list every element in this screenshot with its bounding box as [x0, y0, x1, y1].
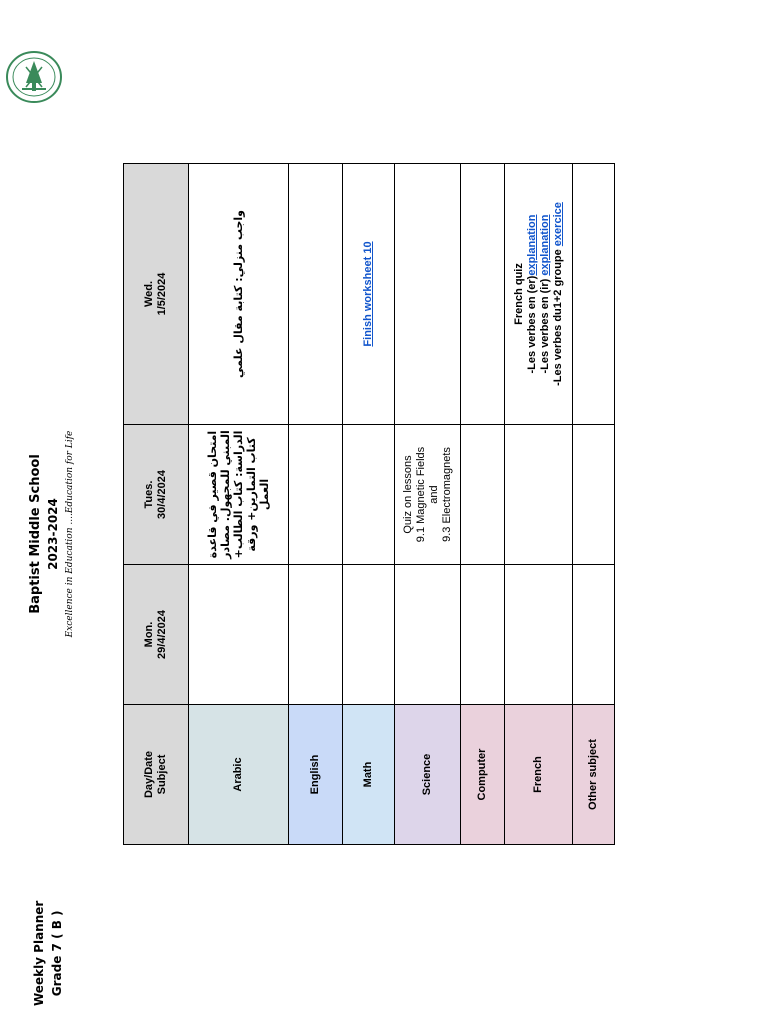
- french-line-ir: [539, 168, 552, 420]
- subject-arabic: Arabic: [189, 705, 289, 845]
- school-name: Baptist Middle School: [28, 454, 43, 614]
- row-math: [343, 164, 395, 845]
- science-quiz-line: 9.1 Magnetic Fields: [414, 446, 427, 543]
- header-row: [124, 164, 189, 845]
- science-quiz-line: and: [427, 485, 440, 504]
- day-date: 1/5/2024: [156, 272, 168, 316]
- cell-arabic-tue: امتحان قصير في قاعدة المبني للمجهول. مصادر الدراسة: كتاب الطالب+ كتاب التمارين+ ورقة العمل: [189, 425, 289, 565]
- finish-worksheet-link[interactable]: Finish worksheet 10: [362, 241, 374, 347]
- french-line-text: -Les verbes en (er): [525, 275, 538, 374]
- subject-english: English: [289, 705, 343, 845]
- cell-arabic-mon: [189, 565, 289, 705]
- school-header: [28, 384, 75, 684]
- cell-science-mon: [395, 565, 461, 705]
- subject-computer: Computer: [461, 705, 505, 845]
- row-french: [505, 164, 573, 845]
- corner-header: [124, 705, 189, 845]
- science-quiz-line: 9.3 Electromagnets: [440, 447, 453, 542]
- row-science: [395, 164, 461, 845]
- row-other: [573, 164, 615, 845]
- cell-english-mon: [289, 565, 343, 705]
- cell-other-mon: [573, 565, 615, 705]
- cell-computer-wed: [461, 164, 505, 425]
- cell-french-tue: [505, 425, 573, 565]
- planner-title-block: [30, 901, 66, 1006]
- corner-line2: Subject: [156, 754, 168, 795]
- cell-arabic-wed: واجب منزلي: كتابة مقال علمي: [189, 164, 289, 425]
- cell-math-tue: [343, 425, 395, 565]
- row-computer: [461, 164, 505, 845]
- school-motto: Excellence in Education ....Education for Life: [65, 430, 75, 638]
- french-line-groupe: [552, 168, 565, 420]
- cell-computer-mon: [461, 565, 505, 705]
- day-name: Mon.: [143, 621, 155, 648]
- day-date: 29/4/2024: [156, 610, 168, 659]
- cell-other-wed: [573, 164, 615, 425]
- cell-other-tue: [573, 425, 615, 565]
- day-header-wed: [124, 164, 189, 425]
- row-english: [289, 164, 343, 845]
- school-year: 2023-2024: [46, 498, 60, 570]
- explanation-er-link[interactable]: explanation: [525, 214, 538, 276]
- cell-english-tue: [289, 425, 343, 565]
- explanation-ir-link[interactable]: explanation: [538, 214, 551, 276]
- french-line-text: -Les verbes en (ir): [538, 275, 551, 374]
- subject-science: Science: [395, 705, 461, 845]
- science-quiz-line: Quiz on lessons: [401, 455, 414, 534]
- weekly-planner-table: [123, 163, 615, 845]
- row-arabic: [189, 164, 289, 845]
- planner-grade: Grade 7 ( B ): [50, 910, 64, 997]
- french-quiz-title: French quiz: [512, 263, 525, 325]
- school-logo: [4, 49, 64, 105]
- cell-science-wed: [395, 164, 461, 425]
- subject-other: Other subject: [573, 705, 615, 845]
- cell-math-wed: [343, 164, 395, 425]
- cell-french-mon: [505, 565, 573, 705]
- day-header-tue: [124, 425, 189, 565]
- day-name: Wed.: [143, 280, 155, 308]
- day-header-mon: [124, 565, 189, 705]
- cell-computer-tue: [461, 425, 505, 565]
- french-line-er: [526, 168, 539, 420]
- cell-science-tue: [395, 425, 461, 565]
- subject-math: Math: [343, 705, 395, 845]
- corner-line1: Day/Date: [143, 750, 155, 799]
- cell-french-wed: [505, 164, 573, 425]
- cell-english-wed: [289, 164, 343, 425]
- day-name: Tues.: [143, 480, 155, 509]
- exercice-link[interactable]: exercice: [551, 202, 564, 247]
- french-line-text: -Les verbes du1+2 groupe: [551, 246, 564, 386]
- subject-french: French: [505, 705, 573, 845]
- cell-math-mon: [343, 565, 395, 705]
- planner-title: Weekly Planner: [32, 900, 46, 1006]
- day-date: 30/4/2024: [156, 470, 168, 519]
